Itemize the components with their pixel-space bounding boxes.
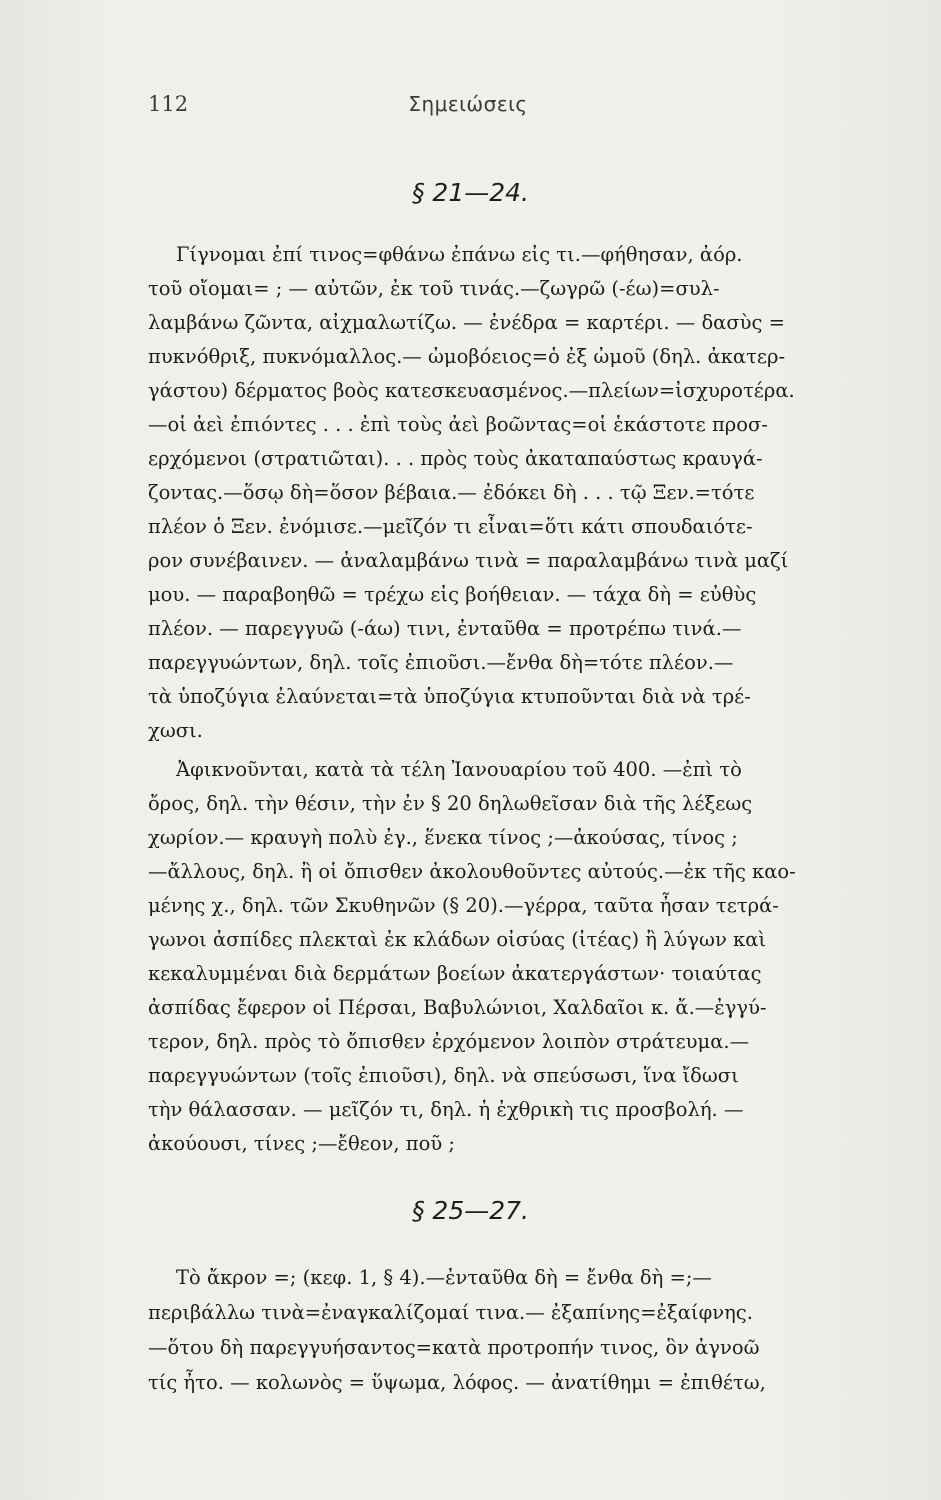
text-line: ὄρος, δηλ. τὴν θέσιν, τὴν ἐν § 20 δηλωθεῖσαν διὰ τῆς λέξεως bbox=[148, 792, 753, 815]
text-line: ερχόμενοι (στρατιῶται). . . πρὸς τοὺς ἀκαταπαύστως κραυγά- bbox=[148, 447, 763, 470]
text-line: παρεγγυώντων, δηλ. τοῖς ἐπιοῦσι.—ἔνθα δὴ=τότε πλέον.— bbox=[148, 651, 734, 674]
text-line: γωνοι ἀσπίδες πλεκταὶ ἐκ κλάδων οἰσύας (ἰτέας) ἢ λύγων καὶ bbox=[148, 928, 767, 951]
text-line: περιβάλλω τινὰ=ἐναγκαλίζομαί τινα.— ἐξαπίνης=ἐξαίφνης. bbox=[148, 1301, 753, 1324]
text-line: —ἄλλους, δηλ. ἢ οἱ ὄπισθεν ἀκολουθοῦντες αὐτούς.—ἐκ τῆς καο- bbox=[148, 860, 796, 883]
text-line: τὰ ὑποζύγια ἐλαύνεται=τὰ ὑποζύγια κτυποῦνται διὰ νὰ τρέ- bbox=[148, 685, 751, 708]
section-heading-21-24: § 21—24. bbox=[411, 178, 530, 207]
text-line: τὴν θάλασσαν. — μεῖζόν τι, δηλ. ἡ ἐχθρικὴ τις προσβολή. — bbox=[148, 1098, 744, 1121]
text-line: τερον, δηλ. πρὸς τὸ ὄπισθεν ἐρχόμενον λοιπὸν στράτευμα.— bbox=[148, 1030, 750, 1053]
text-line: πλέον ὁ Ξεν. ἐνόμισε.—μεῖζόν τι εἶναι=ὅτι κάτι σπουδαιότε- bbox=[148, 515, 753, 538]
text-line: κεκαλυμμέναι διὰ δερμάτων βοείων ἀκατεργάστων· τοιαύτας bbox=[148, 962, 762, 985]
text-line: λαμβάνω ζῶντα, αἰχμαλωτίζω. — ἐνέδρα = καρτέρι. — δασὺς = bbox=[148, 311, 785, 334]
text-line: ρον συνέβαινεν. — ἀναλαμβάνω τινὰ = παραλαμβάνω τινὰ μαζί bbox=[148, 549, 789, 572]
text-line: ἀκούουσι, τίνες ;—ἔθεον, ποῦ ; bbox=[148, 1132, 455, 1155]
page-number: 112 bbox=[148, 92, 189, 116]
text-line: γάστου) δέρματος βοὸς κατεσκευασμένος.—πλείων=ἰσχυροτέρα. bbox=[148, 379, 795, 402]
text-line: πυκνόθριξ, πυκνόμαλλος.— ὠμοβόειος=ὁ ἐξ ὠμοῦ (δηλ. ἀκατερ- bbox=[148, 345, 786, 368]
text-line: τοῦ οἴομαι= ; — αὐτῶν, ἐκ τοῦ τινάς.—ζωγρῶ (-έω)=συλ- bbox=[148, 277, 720, 300]
text-line: —ὅτου δὴ παρεγγυήσαντος=κατὰ προτροπήν τινος, ὃν ἀγνοῶ bbox=[148, 1336, 760, 1359]
paragraph-1 bbox=[148, 238, 908, 748]
text-line: χωσι. bbox=[148, 719, 203, 742]
text-line: τίς ἦτο. — κολωνὸς = ὕψωμα, λόφος. — ἀνατίθημι = ἐπιθέτω, bbox=[148, 1371, 766, 1394]
text-line: πλέον. — παρεγγυῶ (-άω) τινι, ἐνταῦθα = προτρέπω τινά.— bbox=[148, 617, 742, 640]
text-line: Τὸ ἄκρον =; (κεφ. 1, § 4).—ἐνταῦθα δὴ = ἔνθα δὴ =;— bbox=[176, 1266, 712, 1289]
text-line: ζοντας.—ὅσῳ δὴ=ὅσον βέβαια.— ἐδόκει δὴ . . . τῷ Ξεν.=τότε bbox=[148, 481, 755, 504]
paragraph-3 bbox=[148, 1260, 908, 1400]
text-line: —οἱ ἀεὶ ἐπιόντες . . . ἐπὶ τοὺς ἀεὶ βοῶντας=οἱ ἑκάστοτε προσ- bbox=[148, 413, 768, 436]
text-line: παρεγγυώντων (τοῖς ἐπιοῦσι), δηλ. νὰ σπεύσωσι, ἵνα ἴδωσι bbox=[148, 1064, 739, 1087]
text-line: Γίγνομαι ἐπί τινος=φθάνω ἐπάνω εἰς τι.—φήθησαν, ἀόρ. bbox=[176, 243, 743, 266]
text-line: ἀσπίδας ἔφερον οἱ Πέρσαι, Βαβυλώνιοι, Χαλδαῖοι κ. ἄ.—ἐγγύ- bbox=[148, 996, 767, 1019]
text-line: χωρίον.— κραυγὴ πολὺ ἐγ., ἕνεκα τίνος ;—ἀκούσας, τίνος ; bbox=[148, 826, 738, 849]
running-title: Σημειώσεις bbox=[408, 92, 528, 116]
text-line: μου. — παραβοηθῶ = τρέχω εἰς βοήθειαν. — τάχα δὴ = εὐθὺς bbox=[148, 583, 757, 606]
paragraph-2 bbox=[148, 753, 908, 1161]
section-heading-25-27: § 25—27. bbox=[411, 1196, 530, 1225]
text-line: Ἀφικνοῦνται, κατὰ τὰ τέλη Ἰανουαρίου τοῦ 400. —ἐπὶ τὸ bbox=[176, 758, 742, 781]
text-line: μένης χ., δηλ. τῶν Σκυθηνῶν (§ 20).—γέρρα, ταῦτα ἦσαν τετρά- bbox=[148, 894, 779, 917]
